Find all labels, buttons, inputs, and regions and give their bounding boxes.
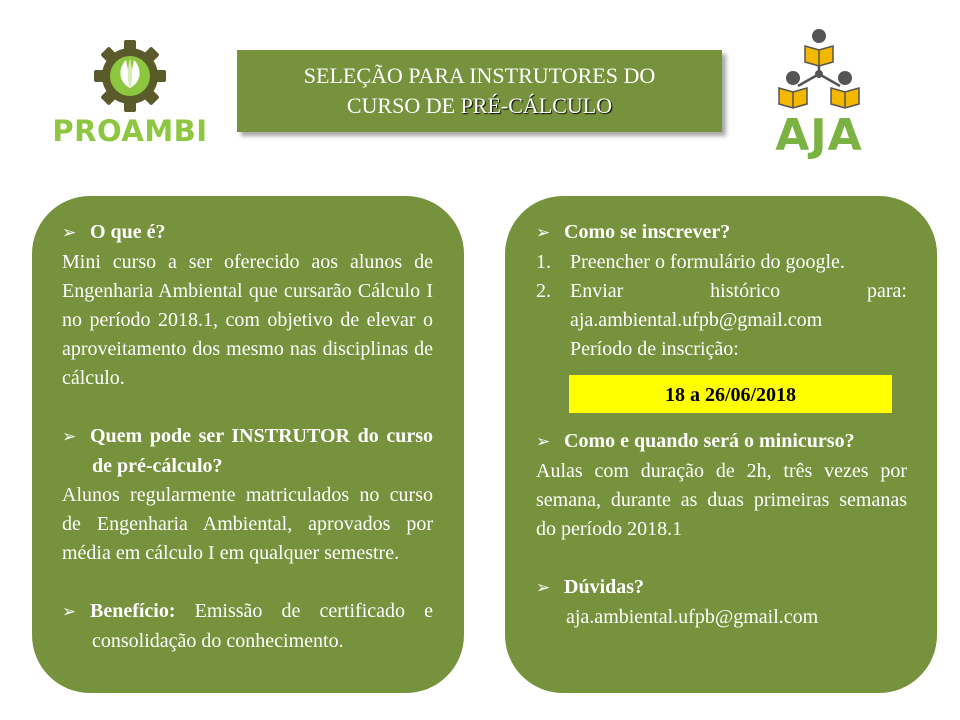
title-line-1: SELEÇÃO PARA INSTRUTORES DO [303,63,656,88]
aja-logo [764,28,874,161]
title-highlight: PRÉ-CÁLCULO [460,93,613,118]
proambi-logo [40,38,220,150]
title-line-2 [237,91,722,121]
arrow-bullet-icon: ➢ [62,223,77,243]
arrow-bullet-icon: ➢ [536,578,551,598]
person-left [779,71,807,108]
registration-date-range: 18 a 26/06/2018 [569,375,892,413]
arrow-bullet-icon: ➢ [536,432,551,452]
step-1: 1. Preencher o formulário do google. [536,251,845,273]
registration-email: aja.ambiental.ufpb@gmail.com [570,309,823,331]
arrow-bullet-icon: ➢ [62,602,77,622]
how-when-heading: ➢ Como e quando será o minicurso? [536,427,907,457]
page-title [237,50,722,132]
proambi-logo-text: PROAMBI [52,114,208,148]
people-reading-books-icon [776,28,862,112]
arrow-bullet-icon: ➢ [62,427,77,447]
benefit-text: Emissão de certificado e consolidação do conhecimento. [92,600,433,652]
how-when-text: Aulas com duração de 2h, três vezes por semana, durante as duas primeiras semanas do período 2018.1 [536,460,907,540]
benefit-item [62,597,433,656]
person-top [805,29,833,66]
step-2: 2. Enviar histórico para: [536,280,907,302]
gear-with-leaves-icon [90,38,170,114]
who-can-text: Alunos regularmente matriculados no curso de Engenharia Ambiental, aprovados por média em cálculo I em qualquer semestre. [62,484,433,564]
who-can-heading: ➢ Quem pode ser INSTRUTOR do curso de pré-cálculo? [62,425,433,477]
arrow-bullet-icon: ➢ [536,223,551,243]
aja-logo-text: AJA [775,110,863,161]
contact-email: aja.ambiental.ufpb@gmail.com [566,606,819,628]
info-panel-left [32,196,464,693]
what-is-heading: ➢ O que é? [62,218,433,248]
benefit-label: Benefício: [90,600,176,622]
person-right [831,71,859,108]
info-panel-right [505,196,937,693]
what-is-text: Mini curso a ser oferecido aos alunos de Engenharia Ambiental que cursarão Cálculo I no período 2018.1, com objetivo de elevar o aproveitamento dos mesmo nas disciplinas de cálculo. [62,251,433,389]
title-line-2-prefix: CURSO DE [346,93,461,118]
questions-heading: ➢ Dúvidas? [536,573,907,603]
registration-period-label: Período de inscrição: [570,338,739,360]
how-to-register-heading: ➢ Como se inscrever? [536,218,907,248]
